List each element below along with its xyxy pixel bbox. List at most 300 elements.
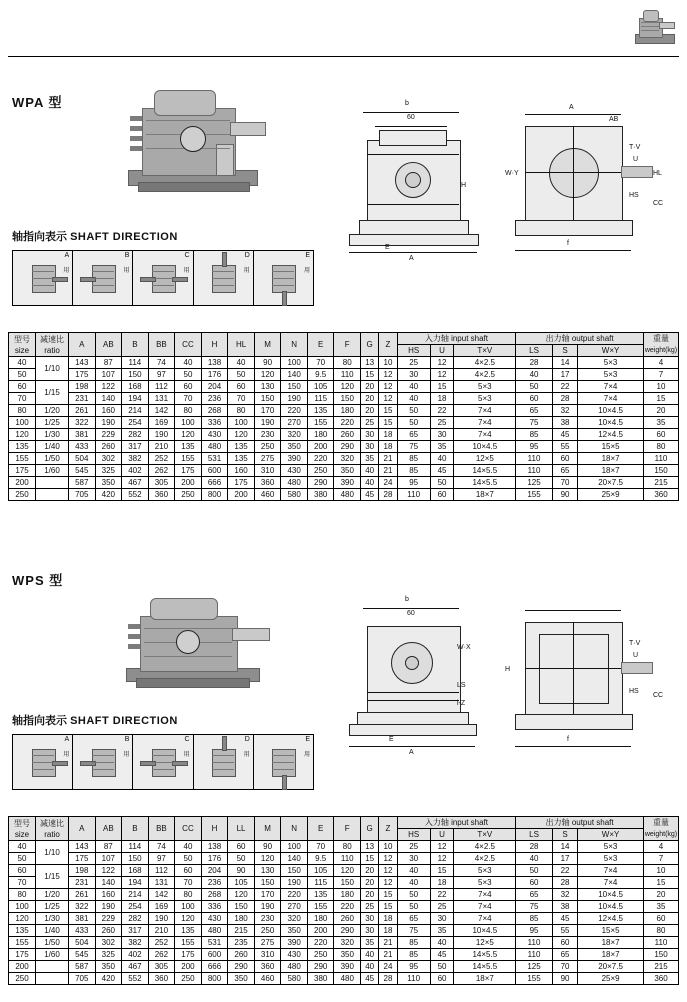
cell-weight: 7 bbox=[644, 369, 679, 381]
table-row bbox=[9, 889, 679, 901]
cell-bb: 142 bbox=[148, 889, 175, 901]
cell-hs: 40 bbox=[397, 877, 430, 889]
cell-a: 175 bbox=[69, 369, 96, 381]
cell-a: 322 bbox=[69, 901, 96, 913]
cell-u: 25 bbox=[430, 417, 454, 429]
cell-f: 220 bbox=[334, 901, 361, 913]
cell-s: 60 bbox=[552, 937, 577, 949]
cell-a: 545 bbox=[69, 949, 96, 961]
cell-hs: 50 bbox=[397, 901, 430, 913]
cell-f: 110 bbox=[334, 853, 361, 865]
cell-b: 282 bbox=[122, 429, 149, 441]
cell-wy: 7×4 bbox=[578, 393, 644, 405]
table-header-row bbox=[9, 333, 679, 345]
cell-g: 35 bbox=[361, 937, 379, 949]
cell-e: 155 bbox=[307, 417, 334, 429]
cell-size: 155 bbox=[9, 937, 36, 949]
cell-e: 250 bbox=[307, 949, 334, 961]
col-ab: AB bbox=[95, 817, 122, 841]
cell-bb: 169 bbox=[148, 901, 175, 913]
cell-a: 433 bbox=[69, 925, 96, 937]
cell-ratio bbox=[36, 489, 69, 501]
col-out-wy: W×Y bbox=[578, 345, 644, 357]
cell-tv: 7×4 bbox=[454, 417, 516, 429]
cell-n: 140 bbox=[281, 369, 308, 381]
cell-weight: 215 bbox=[644, 477, 679, 489]
cell-z: 12 bbox=[379, 381, 397, 393]
shaft-direction-box-wpa bbox=[12, 250, 314, 306]
cell-ratio: 1/30 bbox=[36, 913, 69, 925]
cell-b: 317 bbox=[122, 441, 149, 453]
cell-ll: 350 bbox=[228, 973, 255, 985]
cell-u: 35 bbox=[430, 925, 454, 937]
wpa-drawing-front: A AB T·V U HS HL CC f W·Y bbox=[505, 100, 670, 265]
cell-ls: 125 bbox=[516, 477, 553, 489]
cell-ratio bbox=[36, 961, 69, 973]
cell-wy: 12×4.5 bbox=[578, 913, 644, 925]
cell-u: 12 bbox=[430, 853, 454, 865]
cell-g: 35 bbox=[361, 453, 379, 465]
cell-g: 45 bbox=[361, 973, 379, 985]
col-m: M bbox=[254, 333, 281, 357]
col-out-ls: LS bbox=[516, 829, 553, 841]
cell-z: 21 bbox=[379, 465, 397, 477]
col-e: E bbox=[307, 817, 334, 841]
cell-g: 30 bbox=[361, 429, 379, 441]
section-title-wpa: WPA 型 bbox=[12, 95, 63, 110]
cell-b: 402 bbox=[122, 465, 149, 477]
cell-wy: 10×4.5 bbox=[578, 889, 644, 901]
table-row bbox=[9, 841, 679, 853]
cell-e: 70 bbox=[307, 841, 334, 853]
cell-cc: 100 bbox=[175, 901, 202, 913]
top-divider bbox=[8, 56, 679, 57]
cell-e: 135 bbox=[307, 889, 334, 901]
cell-bb: 97 bbox=[148, 853, 175, 865]
table-row bbox=[9, 949, 679, 961]
cell-bb: 190 bbox=[148, 429, 175, 441]
cell-h: 268 bbox=[201, 889, 228, 901]
table-row bbox=[9, 441, 679, 453]
cell-ll: 105 bbox=[228, 877, 255, 889]
cell-hs: 40 bbox=[397, 393, 430, 405]
cell-wy: 18×7 bbox=[578, 949, 644, 961]
wpa-product-photo bbox=[120, 78, 280, 198]
cell-h: 336 bbox=[201, 901, 228, 913]
cell-bb: 210 bbox=[148, 925, 175, 937]
cell-u: 60 bbox=[430, 973, 454, 985]
cell-ratio: 1/20 bbox=[36, 889, 69, 901]
cell-hs: 85 bbox=[397, 937, 430, 949]
cell-s: 28 bbox=[552, 393, 577, 405]
cell-e: 105 bbox=[307, 381, 334, 393]
cell-ls: 40 bbox=[516, 853, 553, 865]
cell-cc: 60 bbox=[175, 865, 202, 877]
cell-h: 176 bbox=[201, 369, 228, 381]
cell-f: 120 bbox=[334, 381, 361, 393]
cell-ab: 107 bbox=[95, 853, 122, 865]
cell-e: 220 bbox=[307, 453, 334, 465]
cell-n: 350 bbox=[281, 925, 308, 937]
cell-h: 531 bbox=[201, 937, 228, 949]
cell-hs: 110 bbox=[397, 489, 430, 501]
cell-a: 504 bbox=[69, 453, 96, 465]
cell-f: 390 bbox=[334, 477, 361, 489]
cell-m: 120 bbox=[254, 369, 281, 381]
cell-wy: 7×4 bbox=[578, 865, 644, 877]
cell-h: 480 bbox=[201, 441, 228, 453]
cell-z: 12 bbox=[379, 393, 397, 405]
cell-cc: 40 bbox=[175, 357, 202, 369]
cell-b: 382 bbox=[122, 453, 149, 465]
cell-tv: 5×3 bbox=[454, 393, 516, 405]
col-out-s: S bbox=[552, 829, 577, 841]
cell-hs: 25 bbox=[397, 357, 430, 369]
shaft-cell-a: A 用 bbox=[13, 251, 73, 305]
cell-m: 170 bbox=[254, 405, 281, 417]
cell-tv: 10×4.5 bbox=[454, 441, 516, 453]
cell-weight: 15 bbox=[644, 877, 679, 889]
cell-bb: 97 bbox=[148, 369, 175, 381]
cell-u: 30 bbox=[430, 913, 454, 925]
cell-tv: 14×5.5 bbox=[454, 477, 516, 489]
cell-weight: 15 bbox=[644, 393, 679, 405]
cell-hs: 50 bbox=[397, 417, 430, 429]
cell-u: 12 bbox=[430, 369, 454, 381]
cell-b: 402 bbox=[122, 949, 149, 961]
cell-b: 168 bbox=[122, 865, 149, 877]
cell-z: 18 bbox=[379, 925, 397, 937]
cell-m: 310 bbox=[254, 949, 281, 961]
cell-size: 50 bbox=[9, 369, 36, 381]
cell-wy: 7×4 bbox=[578, 877, 644, 889]
col-hl: HL bbox=[228, 333, 255, 357]
cell-size: 60 bbox=[9, 381, 36, 393]
cell-g: 20 bbox=[361, 877, 379, 889]
cell-tv: 18×7 bbox=[454, 489, 516, 501]
shaft-direction-cn: 轴指向表示 bbox=[12, 231, 67, 243]
cell-z: 12 bbox=[379, 877, 397, 889]
cell-b: 282 bbox=[122, 913, 149, 925]
spec-table-wps bbox=[8, 816, 679, 985]
cell-a: 587 bbox=[69, 477, 96, 489]
cell-a: 322 bbox=[69, 417, 96, 429]
cell-bb: 360 bbox=[148, 489, 175, 501]
cell-u: 40 bbox=[430, 937, 454, 949]
table-row bbox=[9, 901, 679, 913]
cell-ab: 140 bbox=[95, 393, 122, 405]
cell-g: 30 bbox=[361, 441, 379, 453]
shaft-direction-title-wps bbox=[12, 712, 178, 728]
cell-hs: 50 bbox=[397, 889, 430, 901]
cell-ls: 95 bbox=[516, 925, 553, 937]
cell-cc: 200 bbox=[175, 477, 202, 489]
cell-size: 120 bbox=[9, 429, 36, 441]
cell-hs: 75 bbox=[397, 925, 430, 937]
col-z: Z bbox=[379, 817, 397, 841]
cell-ls: 110 bbox=[516, 453, 553, 465]
cell-f: 110 bbox=[334, 369, 361, 381]
cell-ab: 325 bbox=[95, 949, 122, 961]
cell-b: 150 bbox=[122, 853, 149, 865]
cell-wy: 25×9 bbox=[578, 489, 644, 501]
cell-hl: 120 bbox=[228, 429, 255, 441]
cell-e: 115 bbox=[307, 393, 334, 405]
cell-b: 254 bbox=[122, 417, 149, 429]
cell-ratio: 1/40 bbox=[36, 925, 69, 937]
table-row bbox=[9, 865, 679, 877]
cell-cc: 80 bbox=[175, 889, 202, 901]
cell-ls: 125 bbox=[516, 961, 553, 973]
cell-cc: 120 bbox=[175, 913, 202, 925]
cell-m: 230 bbox=[254, 913, 281, 925]
cell-size: 60 bbox=[9, 865, 36, 877]
cell-ratio: 1/60 bbox=[36, 949, 69, 961]
cell-wy: 20×7.5 bbox=[578, 477, 644, 489]
cell-hs: 25 bbox=[397, 841, 430, 853]
col-a: A bbox=[69, 817, 96, 841]
cell-e: 105 bbox=[307, 865, 334, 877]
cell-s: 45 bbox=[552, 429, 577, 441]
cell-b: 194 bbox=[122, 393, 149, 405]
col-in-tv: T×V bbox=[454, 345, 516, 357]
cell-bb: 262 bbox=[148, 465, 175, 477]
cell-s: 90 bbox=[552, 489, 577, 501]
cell-size: 250 bbox=[9, 489, 36, 501]
cell-bb: 252 bbox=[148, 453, 175, 465]
cell-f: 390 bbox=[334, 961, 361, 973]
cell-g: 20 bbox=[361, 889, 379, 901]
cell-n: 100 bbox=[281, 841, 308, 853]
cell-hs: 65 bbox=[397, 913, 430, 925]
table-row bbox=[9, 489, 679, 501]
cell-m: 150 bbox=[254, 393, 281, 405]
col-z: Z bbox=[379, 333, 397, 357]
cell-tv: 5×3 bbox=[454, 381, 516, 393]
cell-cc: 200 bbox=[175, 961, 202, 973]
cell-u: 40 bbox=[430, 453, 454, 465]
cell-n: 430 bbox=[281, 465, 308, 477]
cell-ab: 87 bbox=[95, 357, 122, 369]
cell-ll: 235 bbox=[228, 937, 255, 949]
cell-g: 15 bbox=[361, 369, 379, 381]
cell-z: 15 bbox=[379, 405, 397, 417]
cell-bb: 142 bbox=[148, 405, 175, 417]
cell-g: 25 bbox=[361, 901, 379, 913]
cell-s: 60 bbox=[552, 453, 577, 465]
col-ab: AB bbox=[95, 333, 122, 357]
shaft-cell-c: C 用 bbox=[133, 251, 193, 305]
cell-b: 150 bbox=[122, 369, 149, 381]
cell-ab: 190 bbox=[95, 417, 122, 429]
cell-ll: 90 bbox=[228, 865, 255, 877]
cell-m: 90 bbox=[254, 841, 281, 853]
cell-b: 114 bbox=[122, 841, 149, 853]
cell-size: 120 bbox=[9, 913, 36, 925]
cell-hl: 160 bbox=[228, 465, 255, 477]
cell-ls: 50 bbox=[516, 381, 553, 393]
cell-ab: 122 bbox=[95, 381, 122, 393]
shaft-direction-title-wpa bbox=[12, 228, 178, 244]
cell-cc: 80 bbox=[175, 405, 202, 417]
cell-n: 430 bbox=[281, 949, 308, 961]
cell-ab: 87 bbox=[95, 841, 122, 853]
cell-ls: 40 bbox=[516, 369, 553, 381]
cell-ls: 95 bbox=[516, 441, 553, 453]
cell-wy: 7×4 bbox=[578, 381, 644, 393]
shaft-cell-a-2: A 用 bbox=[13, 735, 73, 789]
cell-bb: 210 bbox=[148, 441, 175, 453]
cell-h: 666 bbox=[201, 961, 228, 973]
cell-ll: 180 bbox=[228, 913, 255, 925]
cell-s: 32 bbox=[552, 889, 577, 901]
cell-h: 204 bbox=[201, 381, 228, 393]
cell-ls: 110 bbox=[516, 465, 553, 477]
shaft-direction-en: SHAFT DIRECTION bbox=[70, 231, 178, 243]
cell-cc: 175 bbox=[175, 465, 202, 477]
cell-a: 587 bbox=[69, 961, 96, 973]
cell-s: 55 bbox=[552, 441, 577, 453]
col-cc: CC bbox=[175, 333, 202, 357]
cell-g: 20 bbox=[361, 381, 379, 393]
cell-s: 70 bbox=[552, 477, 577, 489]
cell-tv: 5×3 bbox=[454, 865, 516, 877]
cell-size: 40 bbox=[9, 357, 36, 369]
cell-e: 155 bbox=[307, 901, 334, 913]
cell-u: 45 bbox=[430, 949, 454, 961]
cell-b: 168 bbox=[122, 381, 149, 393]
cell-h: 480 bbox=[201, 925, 228, 937]
cell-s: 70 bbox=[552, 961, 577, 973]
cell-g: 40 bbox=[361, 961, 379, 973]
cell-wy: 5×3 bbox=[578, 841, 644, 853]
col-n: N bbox=[281, 333, 308, 357]
cell-weight: 10 bbox=[644, 381, 679, 393]
cell-z: 21 bbox=[379, 453, 397, 465]
cell-z: 28 bbox=[379, 489, 397, 501]
cell-weight: 80 bbox=[644, 441, 679, 453]
cell-hl: 135 bbox=[228, 453, 255, 465]
cell-s: 14 bbox=[552, 357, 577, 369]
cell-b: 552 bbox=[122, 973, 149, 985]
cell-wy: 12×4.5 bbox=[578, 429, 644, 441]
cell-n: 220 bbox=[281, 405, 308, 417]
col-out-ls: LS bbox=[516, 345, 553, 357]
cell-f: 180 bbox=[334, 889, 361, 901]
cell-cc: 70 bbox=[175, 877, 202, 889]
cell-f: 320 bbox=[334, 453, 361, 465]
cell-wy: 15×5 bbox=[578, 441, 644, 453]
cell-h: 236 bbox=[201, 877, 228, 889]
cell-cc: 50 bbox=[175, 369, 202, 381]
cell-hs: 40 bbox=[397, 381, 430, 393]
cell-tv: 4×2.5 bbox=[454, 841, 516, 853]
cell-bb: 305 bbox=[148, 477, 175, 489]
cell-weight: 20 bbox=[644, 405, 679, 417]
cell-m: 275 bbox=[254, 937, 281, 949]
cell-ll: 290 bbox=[228, 961, 255, 973]
cell-bb: 74 bbox=[148, 841, 175, 853]
col-m: M bbox=[254, 817, 281, 841]
shaft-cell-e: E 用 bbox=[254, 251, 313, 305]
cell-z: 24 bbox=[379, 961, 397, 973]
cell-a: 381 bbox=[69, 913, 96, 925]
cell-u: 25 bbox=[430, 901, 454, 913]
cell-h: 236 bbox=[201, 393, 228, 405]
cell-f: 180 bbox=[334, 405, 361, 417]
cell-weight: 110 bbox=[644, 453, 679, 465]
col-g: G bbox=[361, 333, 379, 357]
table-row bbox=[9, 381, 679, 393]
cell-weight: 10 bbox=[644, 865, 679, 877]
cell-tv: 5×3 bbox=[454, 877, 516, 889]
cell-n: 580 bbox=[281, 973, 308, 985]
cell-ratio: 1/15 bbox=[36, 381, 69, 405]
cell-size: 100 bbox=[9, 901, 36, 913]
cell-u: 30 bbox=[430, 429, 454, 441]
cell-h: 800 bbox=[201, 489, 228, 501]
cell-ls: 110 bbox=[516, 949, 553, 961]
cell-hs: 85 bbox=[397, 465, 430, 477]
cell-wy: 10×4.5 bbox=[578, 901, 644, 913]
table-row bbox=[9, 405, 679, 417]
cell-h: 430 bbox=[201, 429, 228, 441]
cell-hl: 175 bbox=[228, 477, 255, 489]
shaft-cell-d-2: D 用 bbox=[194, 735, 254, 789]
cell-tv: 7×4 bbox=[454, 913, 516, 925]
cell-tv: 4×2.5 bbox=[454, 853, 516, 865]
cell-bb: 131 bbox=[148, 877, 175, 889]
shaft-cell-b-2: B 用 bbox=[73, 735, 133, 789]
cell-bb: 74 bbox=[148, 357, 175, 369]
cell-f: 320 bbox=[334, 937, 361, 949]
cell-hl: 50 bbox=[228, 369, 255, 381]
cell-g: 15 bbox=[361, 853, 379, 865]
cell-ab: 190 bbox=[95, 901, 122, 913]
cell-e: 380 bbox=[307, 973, 334, 985]
cell-m: 130 bbox=[254, 381, 281, 393]
cell-weight: 4 bbox=[644, 357, 679, 369]
cell-u: 15 bbox=[430, 381, 454, 393]
cell-ll: 260 bbox=[228, 949, 255, 961]
cell-a: 175 bbox=[69, 853, 96, 865]
cell-a: 231 bbox=[69, 877, 96, 889]
cell-hs: 75 bbox=[397, 441, 430, 453]
col-a: A bbox=[69, 333, 96, 357]
table-row bbox=[9, 453, 679, 465]
cell-bb: 262 bbox=[148, 949, 175, 961]
cell-e: 180 bbox=[307, 429, 334, 441]
cell-size: 80 bbox=[9, 889, 36, 901]
cell-m: 275 bbox=[254, 453, 281, 465]
cell-b: 467 bbox=[122, 961, 149, 973]
shaft-cell-b: B 用 bbox=[73, 251, 133, 305]
cell-m: 250 bbox=[254, 441, 281, 453]
cell-n: 580 bbox=[281, 489, 308, 501]
col-in-u: U bbox=[430, 345, 454, 357]
col-n: N bbox=[281, 817, 308, 841]
cell-g: 30 bbox=[361, 925, 379, 937]
cell-s: 65 bbox=[552, 949, 577, 961]
cell-hs: 40 bbox=[397, 865, 430, 877]
cell-wy: 18×7 bbox=[578, 937, 644, 949]
cell-ratio: 1/50 bbox=[36, 453, 69, 465]
cell-h: 204 bbox=[201, 865, 228, 877]
cell-ratio: 1/15 bbox=[36, 865, 69, 889]
cell-ab: 420 bbox=[95, 973, 122, 985]
cell-weight: 35 bbox=[644, 901, 679, 913]
cell-h: 600 bbox=[201, 949, 228, 961]
